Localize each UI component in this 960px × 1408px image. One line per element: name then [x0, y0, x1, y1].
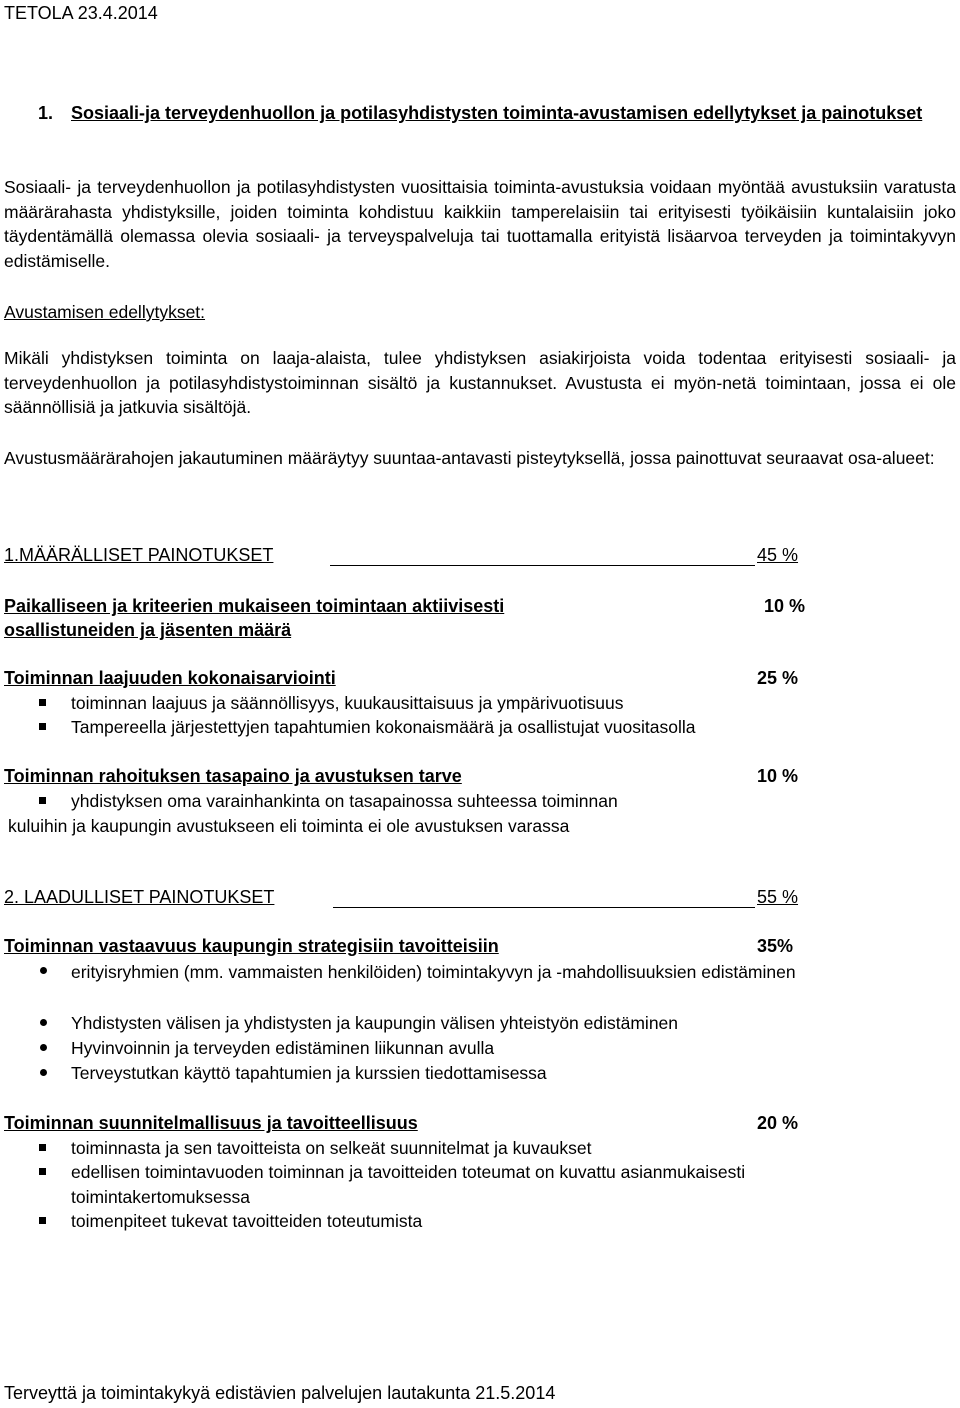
s2-crit2-percent: 20 %: [757, 1113, 799, 1133]
round-bullet-icon: [40, 1069, 47, 1076]
s1-crit2-title: Toiminnan laajuuden kokonaisarviointi: [4, 668, 336, 688]
square-bullet-icon: [39, 1217, 46, 1224]
section1-title: 1.MÄÄRÄLLISET PAINOTUKSET: [4, 545, 274, 565]
conditions-paragraph: Mikäli yhdistyksen toiminta on laaja-alaista, tulee yhdistyksen asiakirjoista voida todentaa erityisesti sosiaali- ja terveydenhuollon ja potilasyhdistystoiminnan sisältö ja kustannukset. Avustusta ei myön-netä toimintaan, jossa ei ole säännöllisiä ja jatkuvia sisältöjä.: [4, 348, 956, 417]
s1-crit2-item: Tampereella järjestettyjen tapahtumien kokonaismäärä ja osallistujat vuositasolla: [71, 717, 696, 737]
round-bullet-icon: [40, 967, 47, 974]
intro-paragraph: Sosiaali- ja terveydenhuollon ja potilasyhdistysten vuosittaisia toiminta-avustuksia voidaan myöntää avustuksiin varatusta määrärahasta yhdistyksille, joiden toiminta kohdistuu kaikkiin tamperelaisiin tai erityisesti työikäisiin kuntalaisiin joko täydentämällä olemassa olevia sosiaali- ja terveyspalveluja tai tuottamalla erityistä lisäarvoa terveyden ja toimintakyvyn edistämiselle.: [4, 177, 956, 271]
square-bullet-icon: [39, 723, 46, 730]
square-bullet-icon: [39, 1168, 46, 1175]
s1-crit1-percent: 10 %: [764, 596, 806, 616]
round-bullet-icon: [40, 1044, 47, 1051]
s1-crit3-item: yhdistyksen oma varainhankinta on tasapainossa suhteessa toiminnan: [71, 791, 618, 811]
round-bullet-icon: [40, 1019, 47, 1026]
s2-crit1-item: Yhdistysten välisen ja yhdistysten ja kaupungin välisen yhteistyön edistäminen: [71, 1013, 679, 1033]
section2-title: 2. LAADULLISET PAINOTUKSET: [4, 887, 275, 907]
s1-crit2-percent: 25 %: [757, 668, 799, 688]
s2-crit2-title: Toiminnan suunnitelmallisuus ja tavoitteellisuus: [4, 1113, 418, 1133]
section2-percent: 55 %: [757, 887, 799, 907]
s2-crit1-item: Terveystutkan käyttö tapahtumien ja kurssien tiedottamisessa: [71, 1063, 547, 1083]
document-header: TETOLA 23.4.2014: [4, 3, 158, 23]
section2-underline: [333, 907, 755, 908]
s1-crit3-percent: 10 %: [757, 766, 799, 786]
heading-number: 1.: [38, 103, 54, 123]
s2-crit1-title: Toiminnan vastaavuus kaupungin strategisiin tavoitteisiin: [4, 936, 499, 956]
square-bullet-icon: [39, 797, 46, 804]
conditions-label: Avustamisen edellytykset:: [4, 302, 206, 322]
s1-crit3-title: Toiminnan rahoituksen tasapaino ja avustuksen tarve: [4, 766, 462, 786]
square-bullet-icon: [39, 1144, 46, 1151]
heading-title: Sosiaali-ja terveydenhuollon ja potilasyhdistysten toiminta-avustamisen edellytykset ja painotukset: [71, 103, 923, 123]
s2-crit2-item: edellisen toimintavuoden toiminnan ja tavoitteiden toteumat on kuvattu asianmukaisesti toimintakertomuksessa: [71, 1162, 746, 1207]
s1-crit1-title: Paikalliseen ja kriteerien mukaiseen toimintaan aktiivisesti osallistuneiden ja jäsenten määrä: [4, 596, 505, 640]
section1-underline: [330, 565, 755, 566]
s1-crit3-continuation: kuluihin ja kaupungin avustukseen eli toiminta ei ole avustuksen varassa: [8, 816, 570, 836]
s2-crit1-percent: 35%: [757, 936, 794, 956]
s2-crit2-item: toiminnasta ja sen tavoitteista on selkeät suunnitelmat ja kuvaukset: [71, 1138, 592, 1158]
section1-percent: 45 %: [757, 545, 799, 565]
s2-crit1-item: Hyvinvoinnin ja terveyden edistäminen liikunnan avulla: [71, 1038, 495, 1058]
allocation-paragraph: Avustusmäärärahojen jakautuminen määräytyy suuntaa-antavasti pisteytyksellä, jossa painottuvat seuraavat osa-alueet:: [4, 448, 935, 468]
s2-crit1-item: erityisryhmien (mm. vammaisten henkilöiden) toimintakyvyn ja -mahdollisuuksien edistäminen: [71, 962, 796, 982]
s2-crit2-item: toimenpiteet tukevat tavoitteiden toteutumista: [71, 1211, 423, 1231]
document-footer: Terveyttä ja toimintakykyä edistävien palvelujen lautakunta 21.5.2014: [4, 1383, 556, 1403]
square-bullet-icon: [39, 699, 46, 706]
s1-crit2-item: toiminnan laajuus ja säännöllisyys, kuukausittaisuus ja ympärivuotisuus: [71, 693, 624, 713]
